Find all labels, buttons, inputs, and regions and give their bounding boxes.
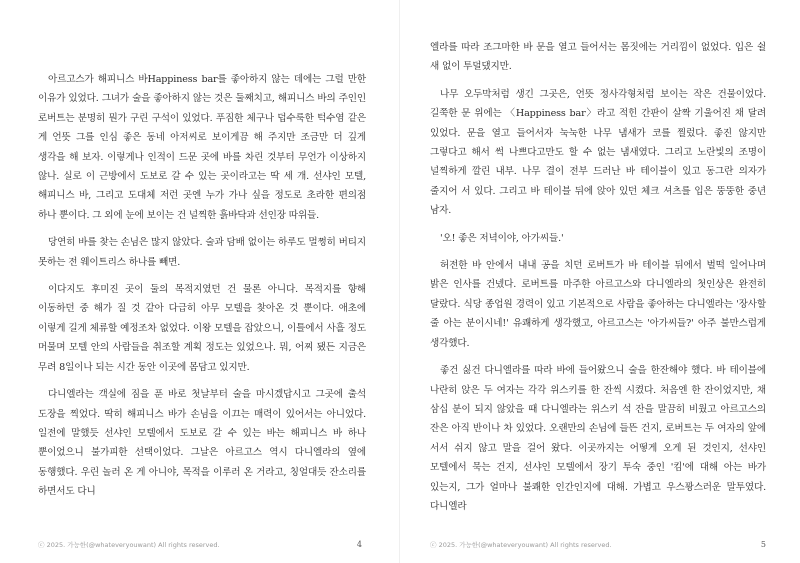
page-footer [400, 540, 800, 549]
paragraph: 아르고스가 해피니스 바Happiness bar를 좋아하지 않는 데에는 그럴 만한 이유가 있었다. 그녀가 술을 좋아하지 않는 것은 둘째치고, 해피니스 바의 주인인 로버트는 분명히 뭔가 구린 구석이 있었다. 푸짐한 체구나 덥수룩한 턱수염 같은 게 언뜻 그를 인심 좋은 동네 아저씨로 보이게끔 해 주지만 조금만 더 깊게 생각을 해 보자. 이렇게나 인적이 드문 곳에 바를 차린 것부터 무언가 이상하지 않나. 실로 이 근방에서 도보로 갈 수 있는 곳이라고는 딱 세 개. 선샤인 모텔, 해피니스 바, 그리고 도대체 저런 곳엔 누가 가나 싶을 정도로 초라한 편의점 하나 뿐이다. 그 외에 눈에 보이는 건 널찍한 흙바닥과 선인장 따위들. [38, 74, 366, 221]
paragraph: 이다지도 후미진 곳이 둘의 목적지였던 건 물론 아니다. 목적지를 향해 이동하던 중 해가 질 것 같아 다급히 아무 모텔을 찾아온 것 뿐이다. 애초에 이렇게 길게 체류할 예정조차 없었다. 이왕 모텔을 잡았으니, 이틀에서 사흘 정도 머물며 모텔 안의 사람들을 취조할 계획 정도는 있었으나. 뭐, 어찌 됐든 지금은 무려 8일이나 되는 시간 동안 이곳에 몸담고 있지만. [38, 284, 366, 373]
page-footer [0, 540, 400, 549]
copyright-notice: ⓒ 2025. 가능한(@whateveryouwant) All rights reserved. [430, 541, 612, 549]
right-page [400, 0, 800, 563]
paragraph: 엘라를 따라 조그마한 바 문을 열고 들어서는 몸짓에는 거리낌이 없었다. 입은 쉴 새 없이 투덜댔지만. [430, 42, 766, 73]
page-number: 5 [760, 540, 766, 549]
paragraph: 나무 오두막처럼 생긴 그곳은, 언뜻 정사각형처럼 보이는 작은 건물이었다. 길쭉한 문 위에는 〈Happiness bar〉라고 적힌 간판이 살짝 기울어진 채 달려 있었다. 문을 열고 들어서자 눅눅한 나무 냄새가 코를 찔렀다. 좋진 않지만 그렇다고 해서 썩 나쁘다고만도 할 수 없는 냄새였다. 그리고 노란빛의 조명이 널찍하게 깔린 내부. 나무 결이 전부 드러난 바 테이블이 있고 동그란 의자가 줄지어 서 있다. 그리고 바 테이블 뒤에 앉아 있던 체크 셔츠를 입은 뚱뚱한 중년 남자. [430, 88, 766, 217]
paragraph: 허전한 바 안에서 내내 공을 치던 로버트가 바 테이블 뒤에서 벌떡 일어나며 밝은 인사를 건넸다. 로버트를 마주한 아르고스와 다니엘라의 첫인상은 완전히 달랐다. 식당 종업원 경력이 있고 기본적으로 사람을 좋아하는 다니엘라는 '장사할 줄 아는 분이시네!' 유쾌하게 생각했고, 아르고스는 '아가씨들?' 아주 불만스럽게 생각했다. [430, 260, 766, 349]
paragraph: 좋건 싫건 다니엘라를 따라 바에 들어왔으니 술을 한잔해야 했다. 바 테이블에 나란히 앉은 두 여자는 각각 위스키를 한 잔씩 시켰다. 처음엔 한 잔이었지만, 채 삼십 분이 되지 않았을 때 다니엘라는 위스키 석 잔을 말끔히 비웠고 아르고스의 잔은 아직 반이나 차 있었다. 오랜만의 손님에 들뜬 건지, 로버트는 두 여자의 앞에 서서 쉬지 않고 말을 걸어 왔다. 이곳까지는 어떻게 오게 된 것인지, 선샤인 모텔에서 묵는 건지, 선샤인 모텔에서 장기 투숙 중인 '킴'에 대해 아는 바가 있는지, 그가 얼마나 불쾌한 인간인지에 대해. 가볍고 우스꽝스러운 말투였다. 다니엘라 [430, 365, 766, 512]
paragraph: 당연히 바를 찾는 손님은 많지 않았다. 술과 담배 없이는 하루도 멀쩡히 버티지 못하는 전 웨이트리스 하나를 빼면. [38, 237, 366, 268]
paragraph: 다니엘라는 객실에 짐을 푼 바로 첫날부터 술을 마시겠답시고 그곳에 출석 도장을 찍었다. 딱히 해피니스 바가 손님을 이끄는 매력이 있어서는 아니었다. 일전에 말했듯 선샤인 모텔에서 도보로 갈 수 있는 바는 해피니스 바 하나 뿐이었으니 불가피한 선택이었다. 그날은 아르고스 역시 다니엘라의 옆에 동행했다. 우린 놀러 온 게 아니야, 목적을 이루러 온 거라고, 칭얼대듯 잔소리를 하면서도 다니 [38, 389, 366, 498]
page-number: 4 [356, 540, 362, 549]
dialogue-line: '오! 좋은 저녁이야, 아가씨들.' [440, 232, 564, 244]
copyright-notice: ⓒ 2025. 가능한(@whateveryouwant) All rights reserved. [38, 541, 220, 549]
